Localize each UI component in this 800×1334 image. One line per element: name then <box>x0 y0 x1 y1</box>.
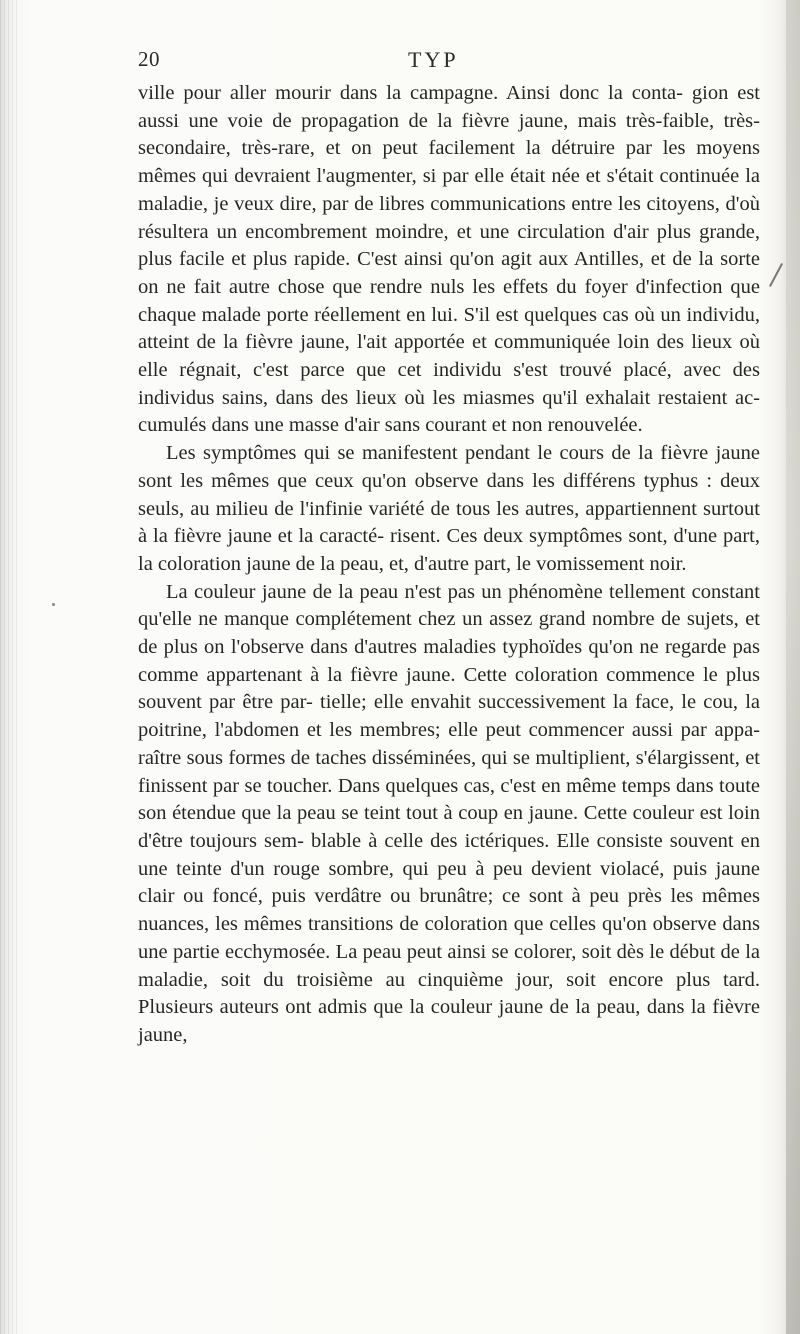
page-header <box>138 47 768 77</box>
paragraph: La couleur jaune de la peau n'est pas un phénomène tellement constant qu'elle ne manque complétement chez un assez grand nombre de sujets, et de plus on l'observe dans d'autres maladies typhoïdes qu'on ne regarde pas comme appartenant à la fièvre jaune. Cette coloration commence le plus souvent par être par- tielle; elle envahit successivement la face, le cou, la poitrine, l'abdomen et les membres; elle peut commencer aussi par appa- raître sous formes de taches disséminées, qui se multiplient, s'élargissent, et finissent par se toucher. Dans quelques cas, c'est en même temps dans toute son étendue que la peau se teint tout à coup en jaune. Cette couleur est loin d'être toujours sem- blable à celle des ictériques. Elle consiste souvent en une teinte d'un rouge sombre, qui peu à peu devient violacé, puis jaune clair ou foncé, puis verdâtre ou brunâtre; ce sont à peu près les mêmes nuances, les mêmes transitions de coloration que celles qu'on observe dans une partie ecchymosée. La peau peut ainsi se colorer, soit dès le début de la maladie, soit du troisième au cinquième jour, soit encore plus tard. Plusieurs auteurs ont admis que la couleur jaune de la peau, dans la fièvre jaune, <box>138 580 760 1046</box>
page-edge-shadow <box>786 0 800 1334</box>
paragraph: ville pour aller mourir dans la campagne. Ainsi donc la conta- gion est aussi une voie de propagation de la fièvre jaune, mais très-faible, très-secondaire, très-rare, et on peut facilement la détruire par les moyens mêmes qui devraient l'augmenter, si par elle était née et s'était continuée la maladie, je veux dire, par de libres communications entre les citoyens, d'où résultera un encombrement moindre, et une circulation d'air plus grande, plus facile et plus rapide. C'est ainsi qu'on agit aux Antilles, et de la sorte on ne fait autre chose que rendre nuls les effets du foyer d'infection que chaque malade porte réellement en lui. S'il est quelques cas où un individu, atteint de la fièvre jaune, l'ait apportée et communiquée loin des lieux où elle régnait, c'est parce que cet individu s'est trouvé placé, avec des individus sains, dans des lieux où les miasmes qu'il exhalait restaient ac- cumulés dans une masse d'air sans courant et non renouvelée. <box>138 82 760 437</box>
page-gutter-shadow <box>0 0 20 1334</box>
paragraph: Les symptômes qui se manifestent pendant le cours de la fièvre jaune sont les mêmes que ceux qu'on observe dans les différens typhus : deux seuls, au milieu de l'infinie variété de tous les autres, appartiennent surtout à la fièvre jaune et la caracté- risent. Ces deux symptômes sont, d'une part, la coloration jaune de la peau, et, d'autre part, le vomissement noir. <box>138 442 760 575</box>
margin-pencil-mark <box>769 263 783 287</box>
body-text <box>138 80 760 1050</box>
page-number: 20 <box>138 47 160 71</box>
running-head: TYP <box>408 47 459 72</box>
margin-speck <box>52 603 55 606</box>
